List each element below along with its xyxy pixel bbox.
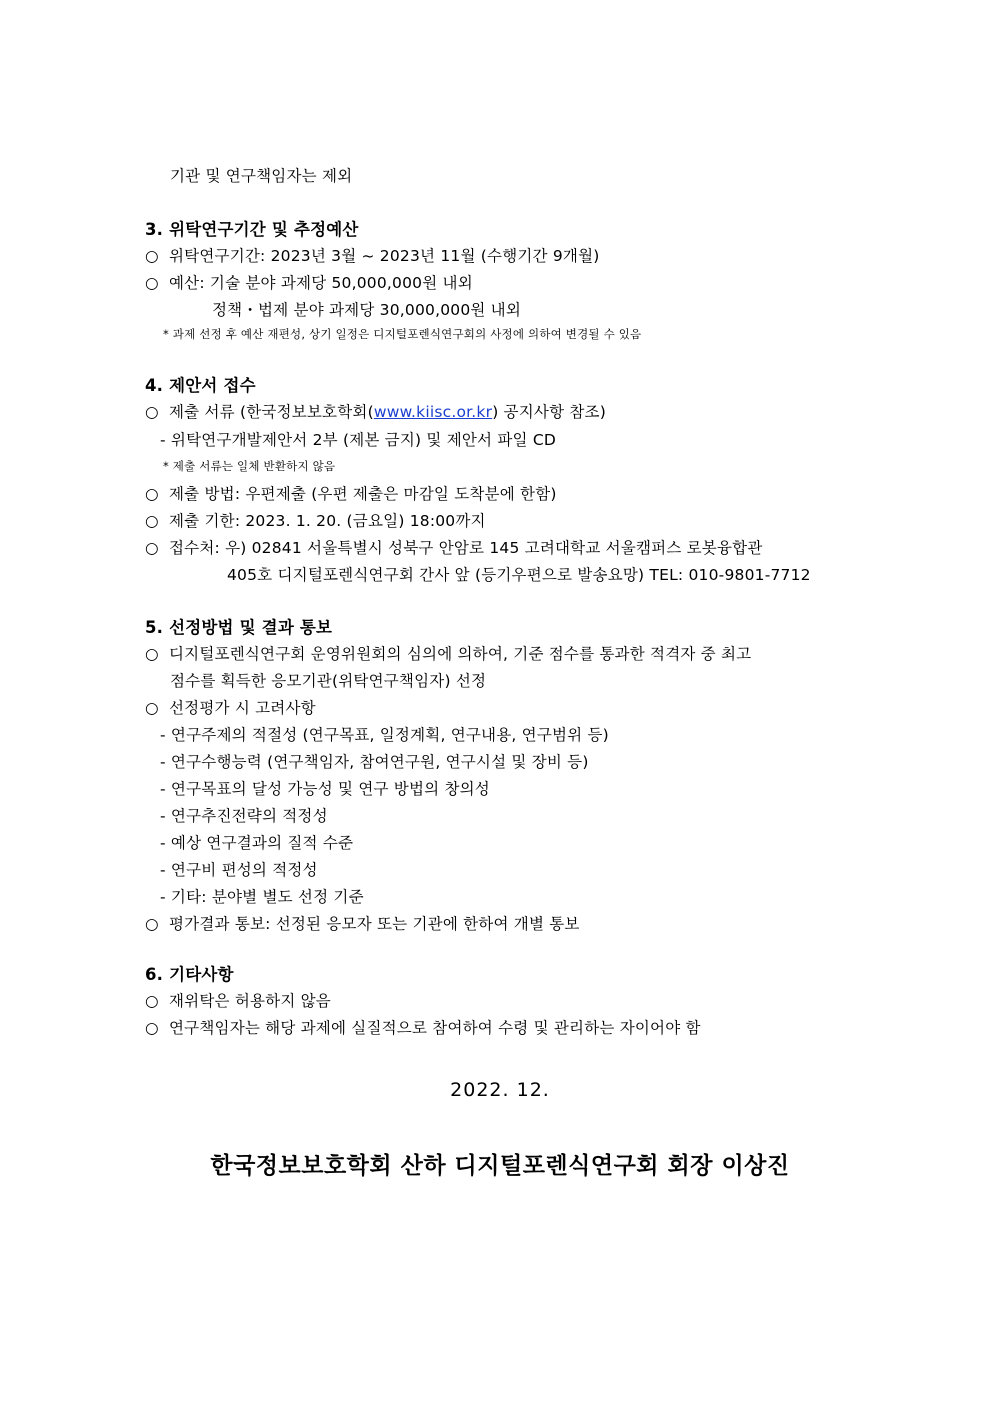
circle-bullet-icon: ○ [145,699,159,717]
section-6-heading: 6. 기타사항 [145,965,234,984]
criteria-title: 선정평가 시 고려사항 [169,699,316,717]
section-3-heading: 3. 위탁연구기간 및 추정예산 [145,220,359,239]
misc-item [145,989,331,1011]
address-line-1: 접수처: 우) 02841 서울특별시 성북구 안암로 145 고려대학교 서울캠퍼스 로봇융합관 [169,539,763,557]
budget-note: * 과제 선정 후 예산 재편성, 상기 일정은 디지털포렌식연구회의 사정에 의하여 변경될 수 있음 [163,327,642,341]
documents-item [145,400,606,422]
documents-sub-item: - 위탁연구개발제안서 2부 (제본 금지) 및 제안서 파일 CD [160,431,556,449]
method-text: 제출 방법: 우편제출 (우편 제출은 마감일 도착분에 한함) [169,485,557,503]
circle-bullet-icon: ○ [145,992,159,1010]
deadline-item [145,509,486,531]
criteria-list-item: - 예상 연구결과의 질적 수준 [160,834,354,852]
period-item [145,244,600,266]
selection-line-2: 점수를 획득한 응모기관(위탁연구책임자) 선정 [170,672,487,690]
kiisc-website-link[interactable]: www.kiisc.or.kr [373,403,493,421]
budget-policy-text: 정책・법제 분야 과제당 30,000,000원 내외 [212,301,522,319]
circle-bullet-icon: ○ [145,247,159,265]
circle-bullet-icon: ○ [145,485,159,503]
signature: 한국정보보호학회 산하 디지털포렌식연구회 회장 이상진 [210,1153,790,1179]
misc-item [145,1016,701,1038]
criteria-list-item: - 기타: 분야별 별도 선정 기준 [160,888,364,906]
circle-bullet-icon: ○ [145,539,159,557]
method-item [145,482,557,504]
address-line-2: 405호 디지털포렌식연구회 간사 앞 (등기우편으로 발송요망) TEL: 010-9801-7712 [227,566,811,584]
deadline-text: 제출 기한: 2023. 1. 20. (금요일) 18:00까지 [169,512,486,530]
circle-bullet-icon: ○ [145,274,159,292]
misc-text: 연구책임자는 해당 과제에 실질적으로 참여하여 수령 및 관리하는 자이어야 함 [169,1019,701,1037]
criteria-list-item: - 연구목표의 달성 가능성 및 연구 방법의 창의성 [160,780,490,798]
circle-bullet-icon: ○ [145,512,159,530]
documents-suffix: ) 공지사항 참조) [492,403,606,421]
documents-note: * 제출 서류는 일체 반환하지 않음 [163,459,336,473]
address-item [145,536,763,558]
period-text: 위탁연구기간: 2023년 3월 ~ 2023년 11월 (수행기간 9개월) [169,247,600,265]
circle-bullet-icon: ○ [145,915,159,933]
section-4-heading: 4. 제안서 접수 [145,376,256,395]
criteria-list-item: - 연구수행능력 (연구책임자, 참여연구원, 연구시설 및 장비 등) [160,753,589,771]
criteria-list-item: - 연구비 편성의 적정성 [160,861,318,879]
intro-tail-text: 기관 및 연구책임자는 제외 [170,167,353,185]
misc-text: 재위탁은 허용하지 않음 [169,992,331,1010]
criteria-list-item: - 연구주제의 적절성 (연구목표, 일정계획, 연구내용, 연구범위 등) [160,726,609,744]
notice-text: 평가결과 통보: 선정된 응모자 또는 기관에 한하여 개별 통보 [169,915,580,933]
selection-line-1: 디지털포렌식연구회 운영위원회의 심의에 의하여, 기준 점수를 통과한 적격자 중 최고 [169,645,752,663]
selection-item [145,642,751,664]
circle-bullet-icon: ○ [145,645,159,663]
notice-item [145,912,580,934]
circle-bullet-icon: ○ [145,403,159,421]
budget-item [145,271,473,293]
documents-prefix: 제출 서류 (한국정보보호학회( [169,403,374,421]
circle-bullet-icon: ○ [145,1019,159,1037]
budget-tech-text: 예산: 기술 분야 과제당 50,000,000원 내외 [169,274,473,292]
criteria-list-item: - 연구추진전략의 적정성 [160,807,328,825]
document-date: 2022. 12. [450,1079,550,1101]
criteria-item [145,696,316,718]
section-5-heading: 5. 선정방법 및 결과 통보 [145,618,333,637]
